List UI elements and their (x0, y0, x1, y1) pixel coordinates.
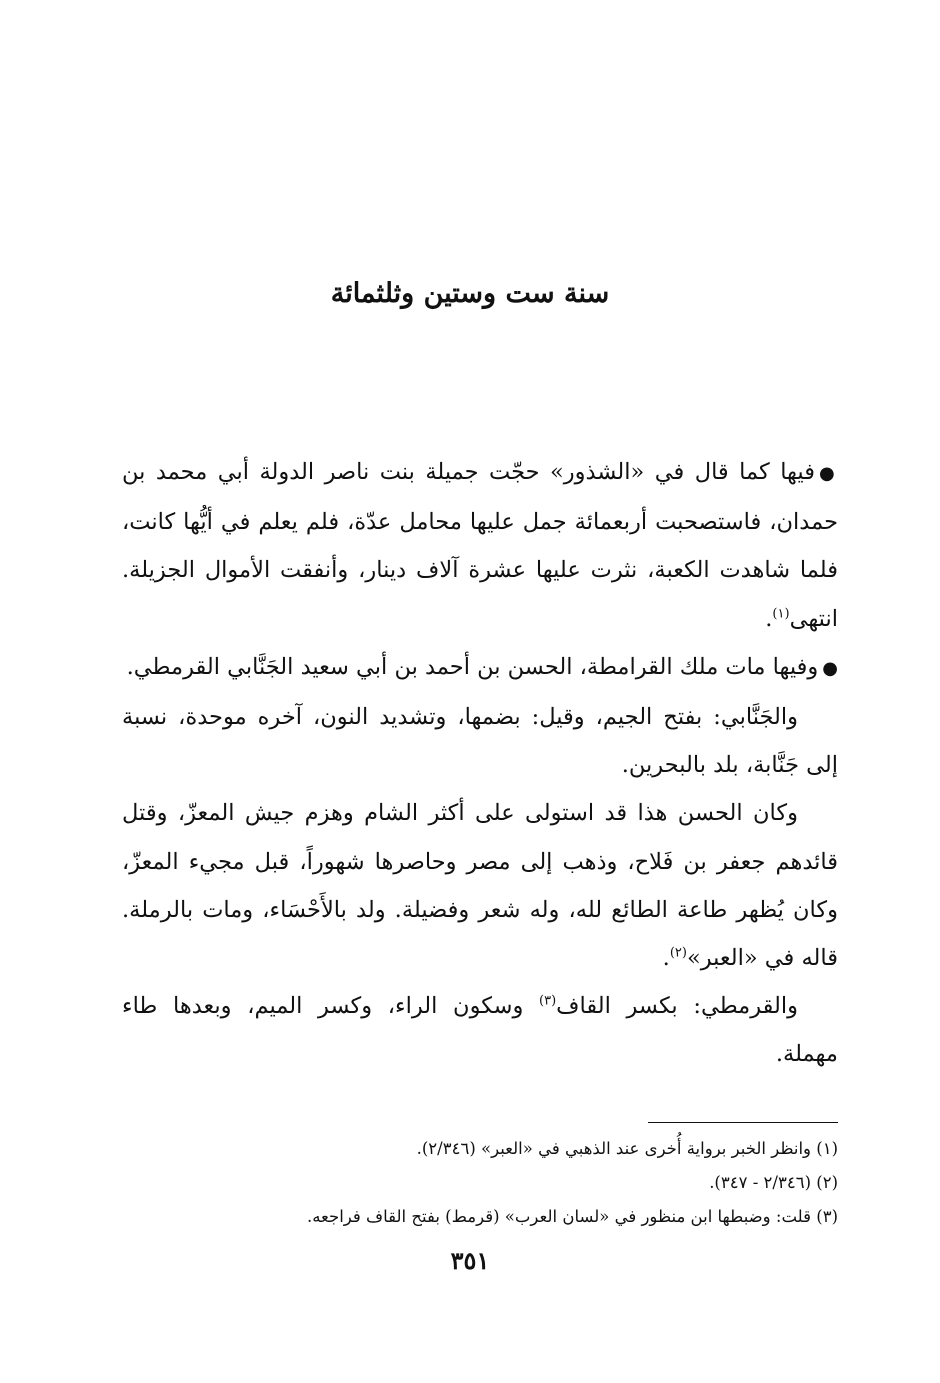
paragraph-5-text-a: والقرمطي: بكسر القاف (556, 993, 798, 1020)
paragraph-4-text: وكان الحسن هذا قد استولى على أكثر الشام وهزم جيش المعزّ، وقتل قائدهم جعفر بن فَلاح، وذهب إلى مصر وحاصرها شهوراً، قبل مجيء المعزّ، وكان يُظهر طاعة الطائع لله، وله شعر وفضيلة. ولد بالأَحْسَاء، ومات بالرملة. قاله في «العبر» (122, 800, 838, 972)
paragraph-1-text: فيها كما قال في «الشذور» حجّت جميلة بنت ناصر الدولة أبي محمد بن حمدان، فاستصحبت أربعمائة جمل عليها محامل عدّة، فلم يعلم في أيُّها كانت، فلما شاهدت الكعبة، نثرت عليها عشرة آلاف دينار، وأنفقت الأموال الجزيلة. انتهى (122, 459, 838, 632)
paragraph-2-text: وفيها مات ملك القرامطة، الحسن بن أحمد بن أبي سعيد الجَنَّابي القرمطي. (126, 653, 819, 680)
paragraph-5-text-b: وسكون الراء، وكسر الميم، وبعدها طاء مهملة. (122, 993, 838, 1068)
footnote-ref-2[interactable]: (٢) (669, 945, 687, 961)
paragraph-3-text: والجَنَّابي: بفتح الجيم، وقيل: بضمها، وتشديد النون، آخره موحدة، نسبة إلى جَنَّابة، بلد بالبحرين. (122, 704, 838, 779)
page-number: ٣٥١ (450, 1246, 490, 1275)
footnotes (122, 1132, 838, 1234)
footnote-1: (١) وانظر الخبر برواية أُخرى عند الذهبي في «العبر» (٢/٣٤٦). (416, 1139, 838, 1158)
paragraph-3 (122, 693, 838, 789)
paragraph-1-end: . (765, 605, 773, 632)
bullet-icon: ● (822, 657, 838, 679)
bullet-icon: ● (818, 463, 838, 484)
paragraph-4 (122, 789, 838, 982)
footnote-ref-1[interactable]: (١) (772, 606, 790, 622)
footnote-2: (٢) (٢/٣٤٦ - ٣٤٧). (709, 1173, 838, 1192)
paragraph-2 (122, 643, 838, 693)
paragraph-1 (122, 448, 838, 643)
page-title: سنة ست وستين وثلثمائة (330, 278, 610, 309)
paragraph-5 (122, 982, 838, 1078)
footnote-divider (648, 1122, 838, 1123)
paragraph-4-end: . (662, 945, 670, 972)
footnote-3: (٣) قلت: وضبطها ابن منظور في «لسان العرب» (قرمط) بفتح القاف فراجعه. (306, 1207, 838, 1226)
footnote-ref-3[interactable]: (٣) (539, 993, 557, 1009)
main-text (122, 448, 838, 1079)
